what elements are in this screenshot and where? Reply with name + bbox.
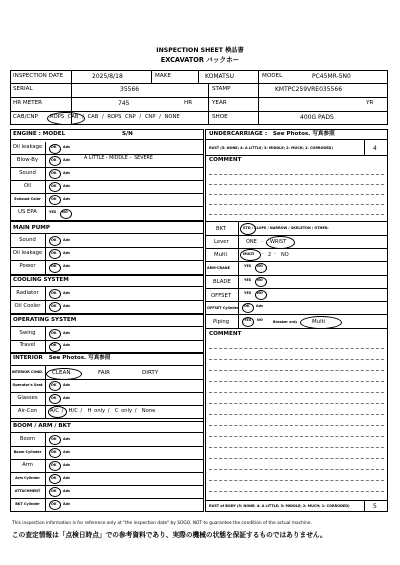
adv-mark: Adv — [63, 501, 71, 506]
ok-mark: OK — [51, 264, 57, 268]
engine-oil-label: Oil — [23, 182, 32, 189]
ok-mark: OK — [244, 304, 250, 308]
glasses-label: Glasses — [17, 394, 38, 401]
no-mark: NO — [257, 278, 263, 282]
adv-mark: Adv — [63, 157, 71, 162]
stamp-value: KMTPC259VRE035566 — [275, 86, 343, 93]
offset-cyl-label: OFFSET Cylinder — [207, 306, 239, 310]
comment-line — [209, 414, 384, 415]
serial-value: 35566 — [120, 86, 140, 93]
bkt-label: BKT — [216, 226, 226, 232]
yes-mark: YES — [244, 291, 252, 295]
offset-label: OFFSET — [211, 293, 232, 299]
multi-opt-no: NO — [281, 252, 289, 258]
lever-wrist: WRIST — [270, 239, 287, 245]
comment-line — [209, 174, 384, 175]
main-pump-title: MAIN PUMP — [13, 225, 50, 231]
ok-mark: OK — [51, 303, 57, 308]
stamp-label: STAMP — [212, 86, 231, 92]
hr-meter-label: HR METER — [13, 100, 43, 106]
attachment-label: ATTACHMENT — [14, 488, 41, 493]
adv-mark: Adv — [63, 330, 71, 335]
multi-label: Multi — [214, 252, 227, 258]
no-mark: NO — [62, 210, 68, 214]
comment-line — [209, 436, 384, 437]
ok-circle — [49, 448, 61, 458]
yes-mark: YES — [244, 278, 252, 282]
comment-line — [209, 214, 384, 215]
ok-mark: OK — [51, 343, 57, 347]
swing-label: Swing — [19, 329, 36, 336]
ok-mark: OK — [51, 170, 57, 175]
lever-one: ONE — [246, 239, 257, 245]
boom-title: BOOM / ARM / BKT — [13, 423, 71, 429]
ok-mark: OK — [51, 290, 57, 295]
comment-line — [209, 480, 384, 481]
adv-mark: Adv — [63, 395, 71, 400]
comment-line — [209, 425, 384, 426]
no-mark: NO — [257, 264, 263, 268]
comment-line — [209, 184, 384, 185]
shoe-label: SHOE — [212, 114, 228, 120]
ok-mark: OK — [51, 436, 57, 441]
ok-circle — [49, 263, 61, 273]
ok-mark: OK — [51, 488, 57, 493]
adv-mark: Adv — [63, 382, 71, 387]
rust-body-value: 5 — [373, 503, 377, 510]
yes-mark: YES — [244, 264, 252, 268]
ok-circle — [49, 169, 61, 179]
engine-title: ENGINE : MODEL — [13, 131, 66, 137]
ok-circle — [49, 435, 61, 445]
adv-mark: Adv — [63, 436, 71, 441]
armcrane-label: ARM-CRANE — [207, 266, 230, 270]
yes-mark: YES — [49, 210, 57, 214]
comment-line — [209, 359, 384, 360]
comment-line — [209, 194, 384, 195]
cond-clean: CLEAN — [52, 369, 71, 376]
year-label: YEAR — [212, 100, 227, 106]
engine-sn: S/N — [122, 131, 133, 137]
no-circle — [255, 290, 267, 300]
ok-circle — [49, 144, 61, 154]
rust-value: 4 — [373, 145, 377, 152]
ok-circle — [49, 474, 61, 484]
attach-comment: COMMENT — [209, 331, 242, 337]
comment-line — [209, 469, 384, 470]
ok-circle — [49, 156, 61, 166]
yes-circle — [242, 317, 254, 327]
adv-mark: Adv — [63, 343, 71, 347]
sheet-subtitle: EXCAVATOR バックホー — [160, 56, 240, 64]
comment-line — [209, 204, 384, 205]
adv-mark: Adv — [63, 475, 71, 480]
oil-leakage-label: Oil leakage — [12, 144, 43, 150]
ok-mark: OK — [51, 250, 57, 255]
ok-circle — [49, 195, 61, 205]
yes-mark: YES — [244, 318, 252, 322]
us-epa-label: US EPA — [18, 209, 37, 215]
adv-mark: Adv — [63, 250, 71, 255]
no-circle — [255, 277, 267, 287]
adv-mark: Adv — [256, 304, 264, 308]
adv-mark: Adv — [63, 170, 71, 175]
ok-circle — [49, 249, 61, 259]
lever-label: Lever — [214, 239, 229, 245]
undercarriage-title: UNDERCARRIAGE : See Photos. 写真参照 — [209, 131, 335, 137]
ok-circle — [242, 303, 254, 313]
cab-options: ROPS CAB / CAB / ROPS CNP / CNP / NONE — [50, 114, 180, 120]
pump-sound-label: Sound — [19, 236, 36, 243]
ok-circle — [49, 329, 61, 339]
adv-mark: Adv — [63, 183, 71, 188]
ok-circle — [49, 381, 61, 391]
no-circle — [255, 263, 267, 273]
comment-line — [209, 381, 384, 382]
boom-cylinder-label: Boom Cylinder — [13, 449, 42, 454]
ok-mark: OK — [51, 475, 57, 480]
arm-label: Arm — [22, 461, 33, 468]
make-label: MAKE — [155, 73, 171, 79]
radiator-label: Radiator — [16, 289, 39, 296]
adv-mark: Adv — [63, 145, 71, 149]
bkt-cylinder-label: BKT Cylinder — [15, 501, 40, 506]
pump-oil-leakage-label: Oil leakage — [12, 249, 43, 256]
aircon-options: A/C / H/C / H only / C only / None — [50, 408, 156, 414]
comment-line — [209, 348, 384, 349]
adv-mark: Adv — [63, 303, 71, 308]
adv-mark: Adv — [63, 290, 71, 295]
comment-line — [209, 392, 384, 393]
ok-mark: OK — [51, 237, 57, 242]
cond-fair: FAIR — [98, 369, 111, 376]
adv-mark: Adv — [63, 196, 71, 201]
breaker-label: Breaker only — [273, 320, 298, 324]
adv-mark: Adv — [63, 488, 71, 493]
engine-sound-label: Sound — [19, 169, 36, 176]
multi-value: Multi — [312, 319, 326, 325]
interior-title: INTERIOR See Photos. 写真参照 — [13, 355, 111, 361]
hr-unit: HR — [184, 100, 193, 106]
blow-by-label: Blow-By — [16, 156, 39, 163]
ok-circle — [49, 302, 61, 312]
ok-mark: OK — [51, 501, 57, 506]
hr-meter-value: 745 — [118, 100, 130, 107]
model-value: PC45MR-5N0 — [312, 73, 351, 80]
comment-line — [209, 370, 384, 371]
no-mark: NO — [257, 318, 263, 322]
ok-circle — [49, 342, 61, 352]
shoe-value: 400G PADS — [300, 114, 334, 121]
adv-mark: Adv — [63, 462, 71, 467]
no-mark: NO — [257, 291, 263, 295]
ok-mark: OK — [51, 449, 57, 454]
travel-label: Travel — [19, 342, 36, 348]
adv-mark: Adv — [63, 449, 71, 454]
ok-circle — [49, 500, 61, 510]
multi-opt-multi: MULTI — [243, 252, 255, 256]
comment-line — [209, 458, 384, 459]
ok-circle — [49, 182, 61, 192]
ok-circle — [49, 461, 61, 471]
no-circle — [60, 209, 72, 219]
adv-mark: Adv — [63, 264, 71, 268]
comment-line — [209, 447, 384, 448]
model-label: MODEL — [262, 73, 283, 79]
pump-power-label: Power — [19, 263, 36, 269]
ok-circle — [49, 289, 61, 299]
rust-body-legend: RUST of BODY (5: NONE; 4: A LITTLE; 3: MIDDLE; 2: MUCH; 1: CORRODED) — [209, 504, 350, 508]
ok-mark: OK — [51, 196, 57, 201]
ok-circle — [49, 394, 61, 404]
boom-label: Boom — [19, 435, 36, 442]
ok-circle — [49, 487, 61, 497]
ok-mark: OK — [51, 183, 57, 188]
inspection-date-label: INSPECTION DATE — [13, 73, 64, 79]
ok-mark: OK — [51, 157, 57, 162]
make-value: KOMATSU — [205, 73, 235, 80]
footer-disclaimer-ja: この査定情報は「点検日時点」での参考資料であり、実際の機械の状態を保証するものではありません。 — [12, 531, 327, 539]
sheet-title: INSPECTION SHEET 検品書 — [156, 47, 244, 54]
inspection-date-value: 2025/8/18 — [92, 73, 123, 80]
cooling-title: COOLING SYSTEM — [13, 277, 69, 283]
ok-mark: OK — [51, 382, 57, 387]
exhaust-color-label: Exhaust Color — [14, 196, 41, 201]
year-unit: YR — [366, 100, 374, 106]
arm-cylinder-label: Arm Cylinder — [15, 475, 40, 480]
footer-disclaimer-en: This inspection information is for reference only at "the inspection date" by SOGO. NOT to guarantee the condition of the actual machine. — [12, 521, 312, 526]
ok-mark: OK — [51, 145, 57, 149]
blowby-severity: A LITTLE・MIDDLE・ SEVERE — [84, 156, 153, 161]
comment-line — [209, 403, 384, 404]
blade-label: BLADE — [213, 279, 231, 285]
comment-line — [209, 491, 384, 492]
ok-circle — [49, 236, 61, 246]
undercarriage-comment: COMMENT — [209, 157, 242, 163]
cab-label: CAB/CNP — [13, 114, 38, 120]
operating-title: OPERATING SYSTEM — [13, 317, 77, 323]
ok-mark: OK — [51, 330, 57, 335]
multi-opt-2: 2 — [268, 252, 272, 258]
operators-seat-label: Operator's Seat — [12, 382, 43, 387]
interior-cond-label: INTERIOR COND. — [11, 369, 44, 374]
rust-legend: RUST (5: NONE; 4: A LITTLE; 3: MIDDLE; 2: MUCH; 1: CORRODED) — [209, 146, 333, 150]
piping-label: Piping — [213, 319, 230, 325]
bkt-options: STD / SLOPE / NARROW / SKELETON / OTHER: — [243, 226, 329, 230]
serial-label: SERIAL — [13, 86, 33, 92]
ok-mark: OK — [51, 395, 57, 400]
cond-dirty: DIRTY — [142, 369, 159, 376]
oil-cooler-label: Oil Cooler — [14, 302, 41, 309]
ok-mark: OK — [51, 462, 57, 467]
air-con-label: Air-Con — [17, 407, 38, 414]
adv-mark: Adv — [63, 237, 71, 242]
